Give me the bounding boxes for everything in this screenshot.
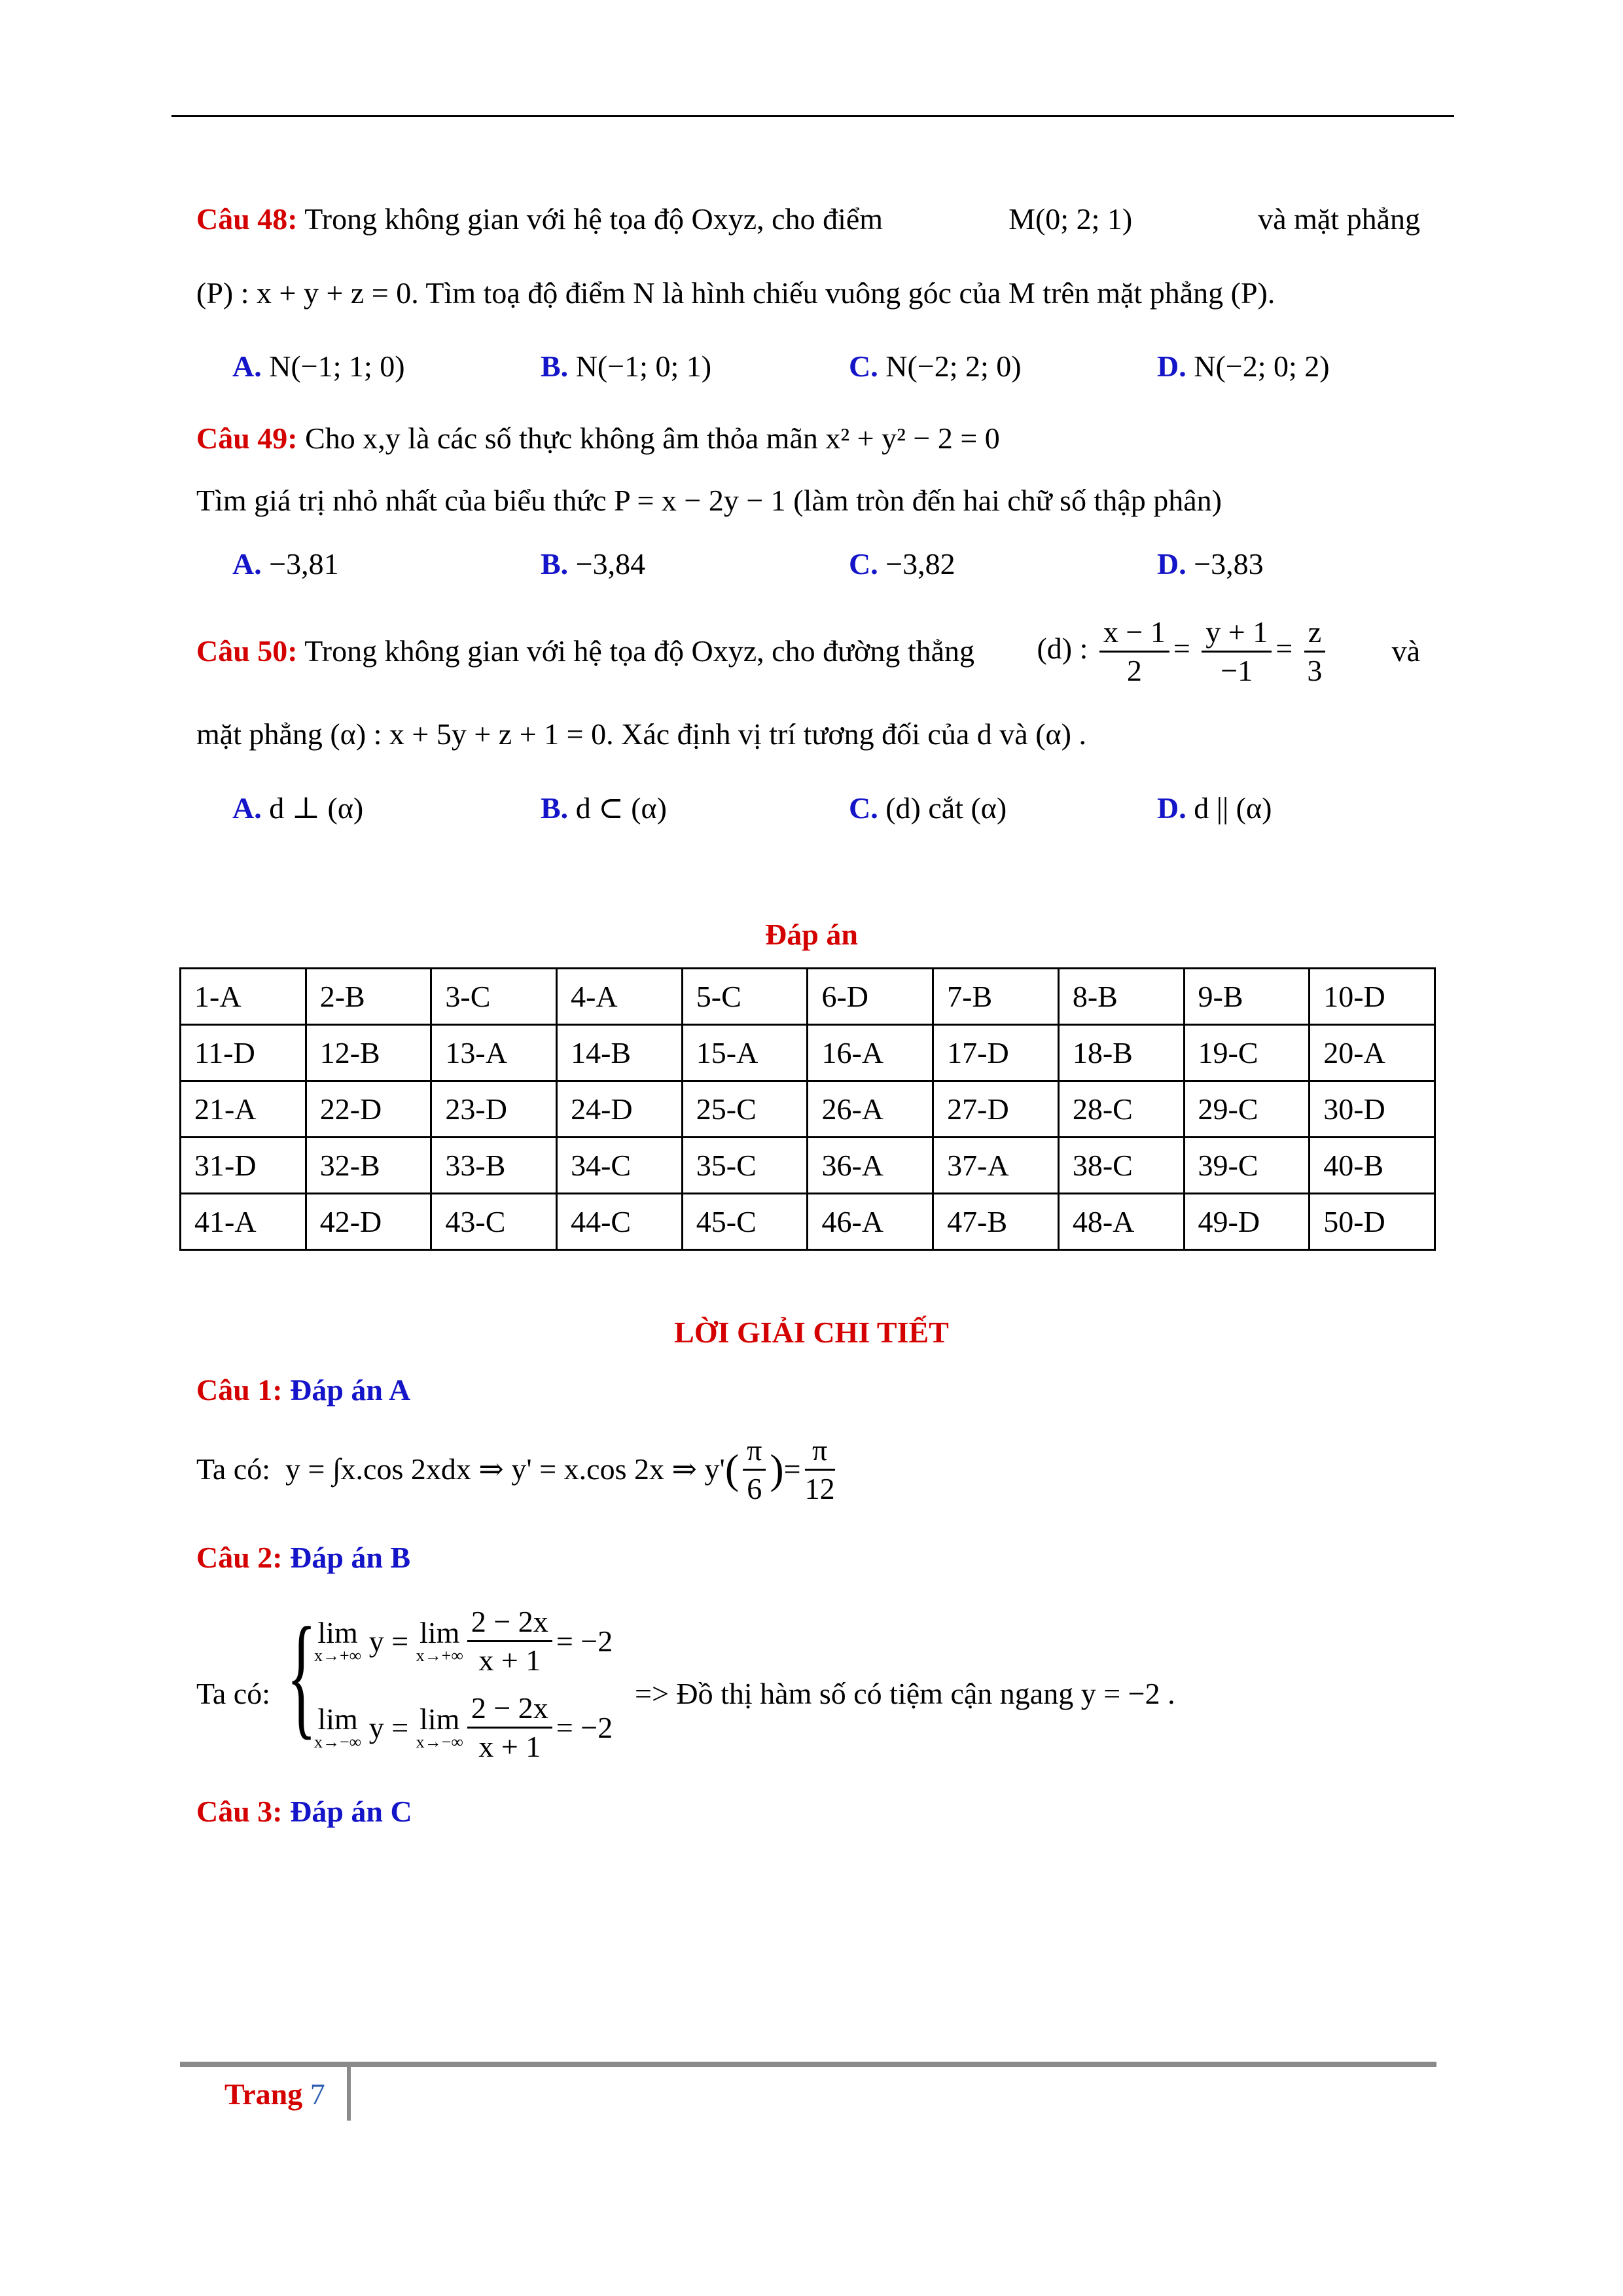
q50-line1 <box>196 609 1420 694</box>
answer-cell: 5-C <box>682 969 808 1025</box>
answer-cell: 19-C <box>1184 1025 1310 1081</box>
q50-option-b[interactable]: B. d ⊂ (α) <box>541 791 667 825</box>
answer-cell: 36-A <box>808 1138 933 1194</box>
answer-cell: 16-A <box>808 1025 933 1081</box>
answer-cell: 1-A <box>181 969 306 1025</box>
answer-cell: 37-A <box>933 1138 1059 1194</box>
q49-label: Câu 49: <box>196 422 298 455</box>
answer-cell: 50-D <box>1310 1194 1435 1250</box>
answer-cell: 24-D <box>557 1081 683 1138</box>
q49-expr: P = x − 2y − 1 <box>614 484 786 517</box>
answer-row <box>181 1138 1435 1194</box>
q50-option-a[interactable]: A. d ⊥ (α) <box>232 791 364 825</box>
q50-plane: (α) : x + 5y + z + 1 = 0 <box>330 717 607 751</box>
answer-cell: 39-C <box>1184 1138 1310 1194</box>
q48-option-d[interactable]: D. N(−2; 0; 2) <box>1157 350 1330 383</box>
answer-cell: 35-C <box>682 1138 808 1194</box>
q48-text1: Trong không gian với hệ tọa độ Oxyz, cho điểm <box>304 202 883 236</box>
q50-alpha: (α) <box>1035 717 1071 751</box>
answer-cell: 7-B <box>933 969 1059 1025</box>
answer-cell: 49-D <box>1184 1194 1310 1250</box>
q49-option-d[interactable]: D. −3,83 <box>1157 547 1264 581</box>
answer-cell: 30-D <box>1310 1081 1435 1138</box>
q50-text1: Trong không gian với hệ tọa độ Oxyz, cho đường thẳng <box>304 634 975 668</box>
answer-cell: 42-D <box>306 1194 431 1250</box>
q50-label: Câu 50: <box>196 634 298 668</box>
q50-line2: mặt phẳng (α) : x + 5y + z + 1 = 0. Xác định vị trí tương đối của d và (α) . <box>196 717 1086 751</box>
answer-cell: 13-A <box>431 1025 557 1081</box>
answer-cell: 10-D <box>1310 969 1435 1025</box>
answer-cell: 11-D <box>181 1025 306 1081</box>
q48-text2: và mặt phẳng <box>1258 202 1420 236</box>
s3-heading: Câu 3: Đáp án C <box>196 1795 412 1828</box>
answer-cell: 6-D <box>808 969 933 1025</box>
s1-heading: Câu 1: Đáp án A <box>196 1373 411 1407</box>
answer-row <box>181 969 1435 1025</box>
answer-cell: 46-A <box>808 1194 933 1250</box>
q49-option-b[interactable]: B. −3,84 <box>541 547 646 581</box>
answer-cell: 8-B <box>1058 969 1184 1025</box>
q49-option-a[interactable]: A. −3,81 <box>232 547 339 581</box>
answer-cell: 9-B <box>1184 969 1310 1025</box>
answer-cell: 26-A <box>808 1081 933 1138</box>
q48-text3: . Tìm toạ độ điểm N là hình chiếu vuông góc của M trên mặt phẳng (P). <box>411 276 1275 310</box>
answer-cell: 18-B <box>1058 1025 1184 1081</box>
answer-row <box>181 1194 1435 1250</box>
q50-line-eq: (d) : $\frac{x - 1}{2}$ = $\frac{y + 1}{-1}$ = $\frac{z}{3}$ <box>1037 614 1329 689</box>
q49-text1: Cho x,y là các số thực không âm thỏa mãn <box>305 422 818 455</box>
header-rule <box>171 115 1454 117</box>
q48-option-c[interactable]: C. N(−2; 2; 0) <box>849 350 1022 383</box>
q49-text3: (làm tròn đến hai chữ số thập phân) <box>793 484 1222 517</box>
answer-cell: 33-B <box>431 1138 557 1194</box>
answer-cell: 28-C <box>1058 1081 1184 1138</box>
q48-line1 <box>196 200 1420 239</box>
q48-plane: (P) : x + y + z = 0 <box>196 276 412 310</box>
answer-cell: 31-D <box>181 1138 306 1194</box>
q50-text3: mặt phẳng <box>196 717 323 751</box>
answer-cell: 17-D <box>933 1025 1059 1081</box>
answer-cell: 44-C <box>557 1194 683 1250</box>
answer-cell: 15-A <box>682 1025 808 1081</box>
answer-cell: 45-C <box>682 1194 808 1250</box>
answer-cell: 4-A <box>557 969 683 1025</box>
answer-cell: 12-B <box>306 1025 431 1081</box>
footer-rule <box>180 2062 1436 2067</box>
q48-option-b[interactable]: B. N(−1; 0; 1) <box>541 350 712 383</box>
q50-text4: . Xác định vị trí tương đối của d và <box>606 717 1028 751</box>
answer-cell: 27-D <box>933 1081 1059 1138</box>
s2-body: Ta có: { lim x→+∞ y = lim x→+∞ $\frac{2 - 2x}{x + 1}$ = −2 lim x→−∞ y = lim x→−∞ $\frac{2 - 2x}{x + 1}$ = −2 => Đồ thị hàm số có tiệm cận ngang y = −2 . <box>196 1600 1175 1763</box>
answer-cell: 3-C <box>431 969 557 1025</box>
answer-cell: 38-C <box>1058 1138 1184 1194</box>
q48-label: Câu 48: <box>196 202 298 236</box>
answer-cell: 25-C <box>682 1081 808 1138</box>
answer-cell: 41-A <box>181 1194 306 1250</box>
q50-option-d[interactable]: D. d || (α) <box>1157 791 1272 825</box>
answer-row <box>181 1025 1435 1081</box>
answer-cell: 23-D <box>431 1081 557 1138</box>
q49-line1 <box>196 419 1000 458</box>
answer-cell: 22-D <box>306 1081 431 1138</box>
footer-divider <box>347 2067 351 2121</box>
answer-cell: 2-B <box>306 969 431 1025</box>
s1-body: Ta có: y = ∫x.cos 2xdx ⇒ y' = x.cos 2x ⇒ y' ( $\frac{\pi}{6}$ ) = $\frac{\pi}{12}$ <box>196 1433 835 1505</box>
answer-cell: 34-C <box>557 1138 683 1194</box>
q49-eq: x² + y² − 2 = 0 <box>825 422 1000 455</box>
answer-cell: 40-B <box>1310 1138 1435 1194</box>
answer-cell: 21-A <box>181 1081 306 1138</box>
q50-text2: và <box>1391 634 1420 668</box>
answer-cell: 20-A <box>1310 1025 1435 1081</box>
solutions-title: LỜI GIẢI CHI TIẾT <box>674 1316 949 1349</box>
answer-cell: 29-C <box>1184 1081 1310 1138</box>
answer-cell: 43-C <box>431 1194 557 1250</box>
s2-heading: Câu 2: Đáp án B <box>196 1541 411 1574</box>
q49-option-c[interactable]: C. −3,82 <box>849 547 955 581</box>
answer-cell: 32-B <box>306 1138 431 1194</box>
q49-text2: Tìm giá trị nhỏ nhất của biểu thức <box>196 484 607 517</box>
q48-option-a[interactable]: A. N(−1; 1; 0) <box>232 350 405 383</box>
answer-table <box>179 967 1436 1251</box>
page-number: Trang 7 <box>224 2077 325 2111</box>
q50-option-c[interactable]: C. (d) cắt (α) <box>849 791 1007 825</box>
q48-point: M(0; 2; 1) <box>1008 202 1133 236</box>
answer-row <box>181 1081 1435 1138</box>
answer-cell: 47-B <box>933 1194 1059 1250</box>
answer-cell: 48-A <box>1058 1194 1184 1250</box>
q48-line2 <box>196 274 1275 313</box>
answer-cell: 14-B <box>557 1025 683 1081</box>
answer-title: Đáp án <box>765 918 858 951</box>
q49-line2 <box>196 481 1222 520</box>
